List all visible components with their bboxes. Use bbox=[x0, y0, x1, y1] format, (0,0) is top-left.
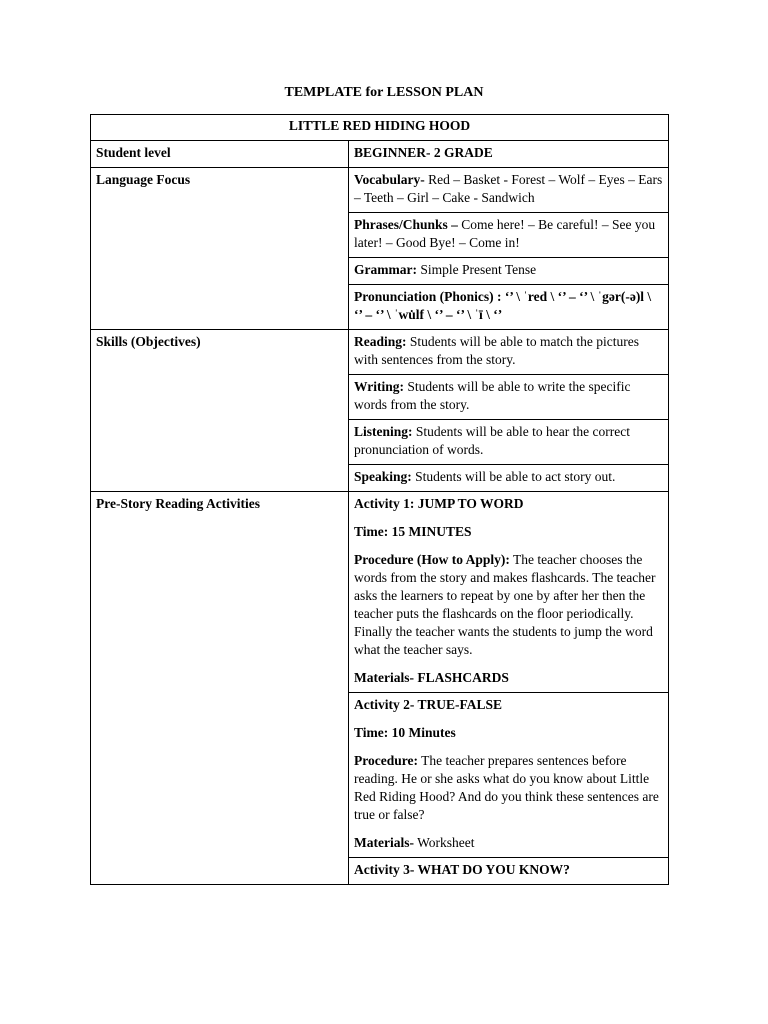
activity2-materials-label: Materials- bbox=[354, 835, 414, 850]
vocabulary-cell bbox=[349, 168, 669, 213]
speaking-text: Students will be able to act story out. bbox=[411, 469, 616, 484]
document-title: TEMPLATE for LESSON PLAN bbox=[284, 85, 484, 100]
activity2-title: Activity 2- TRUE-FALSE bbox=[354, 697, 502, 712]
phrases-label: Phrases/Chunks – bbox=[354, 217, 458, 232]
skills-label: Skills (Objectives) bbox=[91, 330, 349, 492]
vocabulary-label: Vocabulary- bbox=[354, 172, 425, 187]
grammar-label: Grammar: bbox=[354, 262, 417, 277]
activity2-procedure-label: Procedure: bbox=[354, 753, 418, 768]
writing-text: Students will be able to write the specific words from the story. bbox=[354, 379, 631, 412]
pronunciation-cell: Pronunciation (Phonics) : ‘’ \ ˈred \ ‘’ – ‘’ \ ˈgər(-ə)l \ ‘’ – ‘’ \ ˈwu̇lf \ ‘’ – ‘’ \ ˈī \ ‘’ bbox=[349, 285, 669, 330]
activity2-materials bbox=[354, 834, 663, 852]
activity1-procedure-label: Procedure (How to Apply): bbox=[354, 552, 510, 567]
reading-label: Reading: bbox=[354, 334, 407, 349]
speaking-cell bbox=[349, 465, 669, 492]
speaking-label: Speaking: bbox=[354, 469, 412, 484]
writing-cell bbox=[349, 375, 669, 420]
reading-cell bbox=[349, 330, 669, 375]
grammar-text: Simple Present Tense bbox=[416, 262, 537, 277]
activity2-procedure-text: The teacher prepares sentences before reading. He or she asks what do you know about Little Red Riding Hood? And do you think these sentences are true or false? bbox=[354, 753, 659, 822]
reading-text: Students will be able to match the pictures with sentences from the story. bbox=[354, 334, 639, 367]
student-level-value: BEGINNER- 2 GRADE bbox=[349, 141, 669, 168]
activity3-title: Activity 3- WHAT DO YOU KNOW? bbox=[349, 858, 669, 885]
student-level-label: Student level bbox=[91, 141, 349, 168]
language-focus-label: Language Focus bbox=[91, 168, 349, 330]
phrases-cell bbox=[349, 213, 669, 258]
pre-story-label: Pre-Story Reading Activities bbox=[91, 492, 349, 885]
phrases-text: Come here! – Be careful! – See you later! – Good Bye! – Come in! bbox=[354, 217, 656, 250]
vocabulary-text: Red – Basket - Forest – Wolf – Eyes – Ears – Teeth – Girl – Cake - Sandwich bbox=[354, 172, 663, 205]
activity1-procedure-text: The teacher chooses the words from the story and makes flashcards. The teacher asks the learners to repeat by one by after her then the teacher puts the flashcards on the floor periodically. Finally the teacher wants the students to jump the word what the teacher says. bbox=[354, 552, 656, 657]
listening-text: Students will be able to hear the correct pronunciation of words. bbox=[354, 424, 630, 457]
grammar-cell bbox=[349, 258, 669, 285]
story-title: LITTLE RED HIDING HOOD bbox=[91, 115, 669, 141]
activity1-title: Activity 1: JUMP TO WORD bbox=[354, 496, 524, 511]
listening-label: Listening: bbox=[354, 424, 413, 439]
activity2-time: Time: 10 Minutes bbox=[354, 725, 456, 740]
lesson-plan-table bbox=[90, 114, 669, 885]
activity1-procedure bbox=[354, 551, 663, 659]
activity1-time: Time: 15 MINUTES bbox=[354, 524, 472, 539]
activity2-procedure bbox=[354, 752, 663, 824]
writing-label: Writing: bbox=[354, 379, 404, 394]
listening-cell bbox=[349, 420, 669, 465]
activity1-materials: Materials- FLASHCARDS bbox=[354, 670, 509, 685]
activity1-cell bbox=[349, 492, 669, 693]
activity2-cell bbox=[349, 693, 669, 858]
activity2-materials-text: Worksheet bbox=[413, 835, 475, 850]
